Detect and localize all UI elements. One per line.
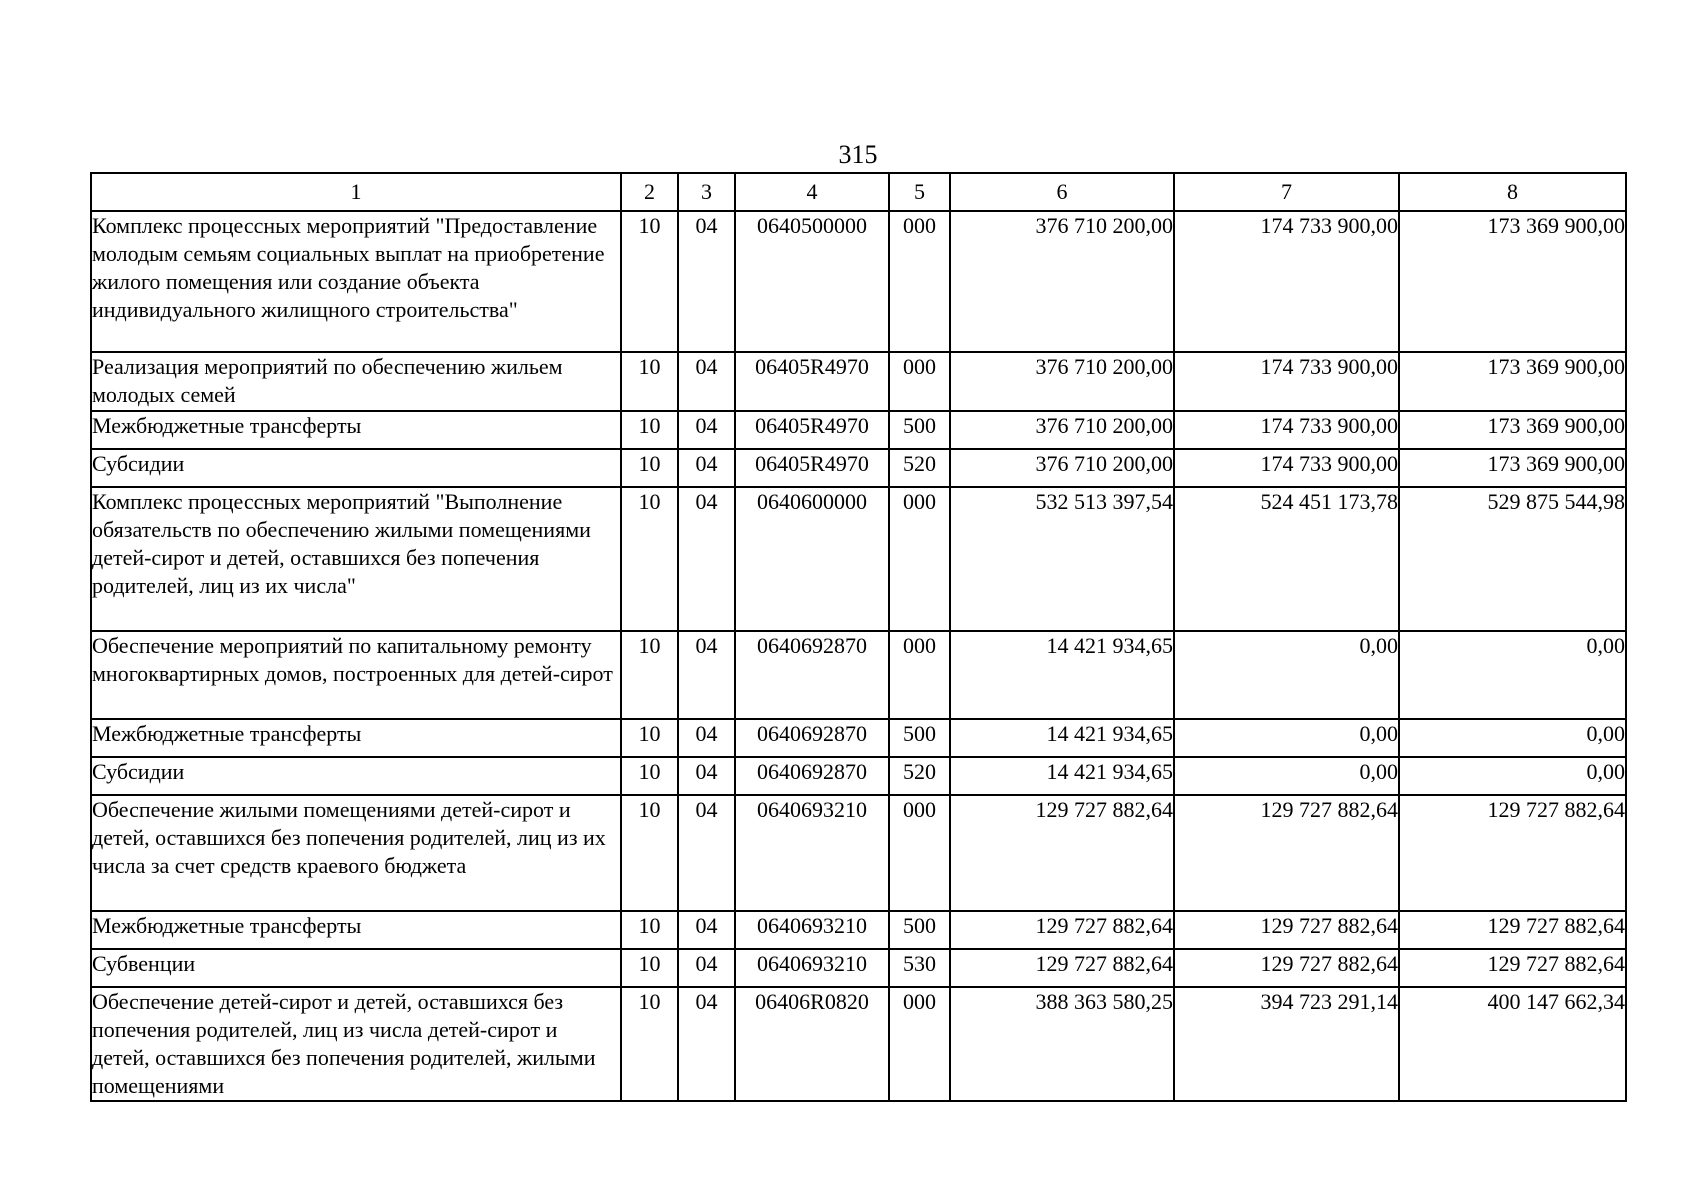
row-subsection: 04 [678, 449, 735, 487]
row-amount-8: 0,00 [1399, 631, 1626, 719]
row-amount-6: 376 710 200,00 [950, 449, 1174, 487]
table-row [91, 949, 1626, 987]
header-col-6: 6 [950, 173, 1174, 211]
header-col-7: 7 [1174, 173, 1399, 211]
row-section: 10 [621, 911, 678, 949]
row-target-article: 0640600000 [735, 487, 889, 631]
row-subsection: 04 [678, 352, 735, 411]
row-target-article: 06406R0820 [735, 987, 889, 1101]
row-amount-8: 400 147 662,34 [1399, 987, 1626, 1101]
row-expense-type: 520 [889, 757, 950, 795]
table-row [91, 631, 1626, 719]
row-amount-6: 14 421 934,65 [950, 631, 1174, 719]
row-section: 10 [621, 487, 678, 631]
row-subsection: 04 [678, 757, 735, 795]
row-amount-7: 129 727 882,64 [1174, 911, 1399, 949]
row-amount-7: 524 451 173,78 [1174, 487, 1399, 631]
table-row [91, 719, 1626, 757]
row-amount-6: 14 421 934,65 [950, 719, 1174, 757]
row-amount-8: 0,00 [1399, 757, 1626, 795]
row-amount-7: 0,00 [1174, 757, 1399, 795]
row-section: 10 [621, 987, 678, 1101]
row-section: 10 [621, 631, 678, 719]
row-amount-6: 129 727 882,64 [950, 949, 1174, 987]
row-amount-8: 529 875 544,98 [1399, 487, 1626, 631]
row-subsection: 04 [678, 795, 735, 911]
row-target-article: 0640693210 [735, 949, 889, 987]
row-amount-7: 394 723 291,14 [1174, 987, 1399, 1101]
row-amount-6: 376 710 200,00 [950, 352, 1174, 411]
table-row [91, 987, 1626, 1101]
row-section: 10 [621, 719, 678, 757]
row-name: Межбюджетные трансферты [91, 411, 621, 449]
row-target-article: 0640693210 [735, 911, 889, 949]
row-subsection: 04 [678, 411, 735, 449]
table-row [91, 352, 1626, 411]
row-name: Комплекс процессных мероприятий "Выполнение обязательств по обеспечению жилыми помещениями детей-сирот и детей, оставшихся без попечения родителей, лиц из их числа" [91, 487, 621, 631]
row-amount-7: 174 733 900,00 [1174, 352, 1399, 411]
row-name: Субсидии [91, 757, 621, 795]
row-expense-type: 500 [889, 719, 950, 757]
row-section: 10 [621, 757, 678, 795]
row-expense-type: 500 [889, 411, 950, 449]
table-row [91, 449, 1626, 487]
header-col-2: 2 [621, 173, 678, 211]
row-target-article: 0640693210 [735, 795, 889, 911]
table-row [91, 411, 1626, 449]
header-col-8: 8 [1399, 173, 1626, 211]
page-number: 315 [838, 140, 878, 169]
table-row [91, 911, 1626, 949]
row-subsection: 04 [678, 631, 735, 719]
row-amount-7: 174 733 900,00 [1174, 211, 1399, 352]
row-target-article: 06405R4970 [735, 449, 889, 487]
row-target-article: 0640692870 [735, 719, 889, 757]
row-name: Субсидии [91, 449, 621, 487]
row-amount-7: 129 727 882,64 [1174, 949, 1399, 987]
table-row [91, 795, 1626, 911]
row-amount-7: 129 727 882,64 [1174, 795, 1399, 911]
row-expense-type: 000 [889, 987, 950, 1101]
row-section: 10 [621, 949, 678, 987]
row-amount-8: 173 369 900,00 [1399, 411, 1626, 449]
row-amount-8: 129 727 882,64 [1399, 795, 1626, 911]
row-target-article: 06405R4970 [735, 352, 889, 411]
row-amount-7: 174 733 900,00 [1174, 411, 1399, 449]
row-expense-type: 500 [889, 911, 950, 949]
row-amount-8: 173 369 900,00 [1399, 449, 1626, 487]
table-row [91, 211, 1626, 352]
table-row [91, 487, 1626, 631]
row-name: Межбюджетные трансферты [91, 911, 621, 949]
row-name: Реализация мероприятий по обеспечению жильем молодых семей [91, 352, 621, 411]
row-subsection: 04 [678, 987, 735, 1101]
row-name: Обеспечение мероприятий по капитальному ремонту многоквартирных домов, построенных для детей-сирот [91, 631, 621, 719]
row-amount-6: 14 421 934,65 [950, 757, 1174, 795]
row-target-article: 06405R4970 [735, 411, 889, 449]
header-row [91, 173, 1626, 211]
table-row [91, 757, 1626, 795]
row-amount-7: 0,00 [1174, 719, 1399, 757]
row-expense-type: 000 [889, 631, 950, 719]
row-subsection: 04 [678, 911, 735, 949]
row-target-article: 0640692870 [735, 631, 889, 719]
row-amount-6: 129 727 882,64 [950, 911, 1174, 949]
row-amount-8: 173 369 900,00 [1399, 211, 1626, 352]
row-name: Обеспечение жилыми помещениями детей-сирот и детей, оставшихся без попечения родителей, лиц из их числа за счет средств краевого бюджета [91, 795, 621, 911]
row-amount-7: 0,00 [1174, 631, 1399, 719]
header-col-3: 3 [678, 173, 735, 211]
row-name: Комплекс процессных мероприятий "Предоставление молодым семьям социальных выплат на приобретение жилого помещения или создание объекта индивидуального жилищного строительства" [91, 211, 621, 352]
row-amount-7: 174 733 900,00 [1174, 449, 1399, 487]
header-col-5: 5 [889, 173, 950, 211]
row-subsection: 04 [678, 949, 735, 987]
row-name: Межбюджетные трансферты [91, 719, 621, 757]
budget-table [90, 172, 1627, 1102]
row-section: 10 [621, 411, 678, 449]
row-name: Субвенции [91, 949, 621, 987]
row-expense-type: 530 [889, 949, 950, 987]
row-amount-8: 129 727 882,64 [1399, 911, 1626, 949]
row-amount-6: 388 363 580,25 [950, 987, 1174, 1101]
row-subsection: 04 [678, 211, 735, 352]
row-name: Обеспечение детей-сирот и детей, оставшихся без попечения родителей, лиц из числа детей-сирот и детей, оставшихся без попечения родителей, жилыми помещениями [91, 987, 621, 1101]
row-amount-8: 129 727 882,64 [1399, 949, 1626, 987]
row-amount-6: 532 513 397,54 [950, 487, 1174, 631]
row-expense-type: 000 [889, 795, 950, 911]
row-subsection: 04 [678, 487, 735, 631]
row-amount-6: 129 727 882,64 [950, 795, 1174, 911]
row-expense-type: 000 [889, 352, 950, 411]
row-amount-8: 0,00 [1399, 719, 1626, 757]
header-col-1: 1 [91, 173, 621, 211]
row-section: 10 [621, 795, 678, 911]
row-target-article: 0640500000 [735, 211, 889, 352]
row-section: 10 [621, 352, 678, 411]
header-col-4: 4 [735, 173, 889, 211]
row-subsection: 04 [678, 719, 735, 757]
row-amount-8: 173 369 900,00 [1399, 352, 1626, 411]
row-section: 10 [621, 449, 678, 487]
row-section: 10 [621, 211, 678, 352]
row-target-article: 0640692870 [735, 757, 889, 795]
row-amount-6: 376 710 200,00 [950, 411, 1174, 449]
row-expense-type: 520 [889, 449, 950, 487]
row-expense-type: 000 [889, 211, 950, 352]
row-expense-type: 000 [889, 487, 950, 631]
row-amount-6: 376 710 200,00 [950, 211, 1174, 352]
